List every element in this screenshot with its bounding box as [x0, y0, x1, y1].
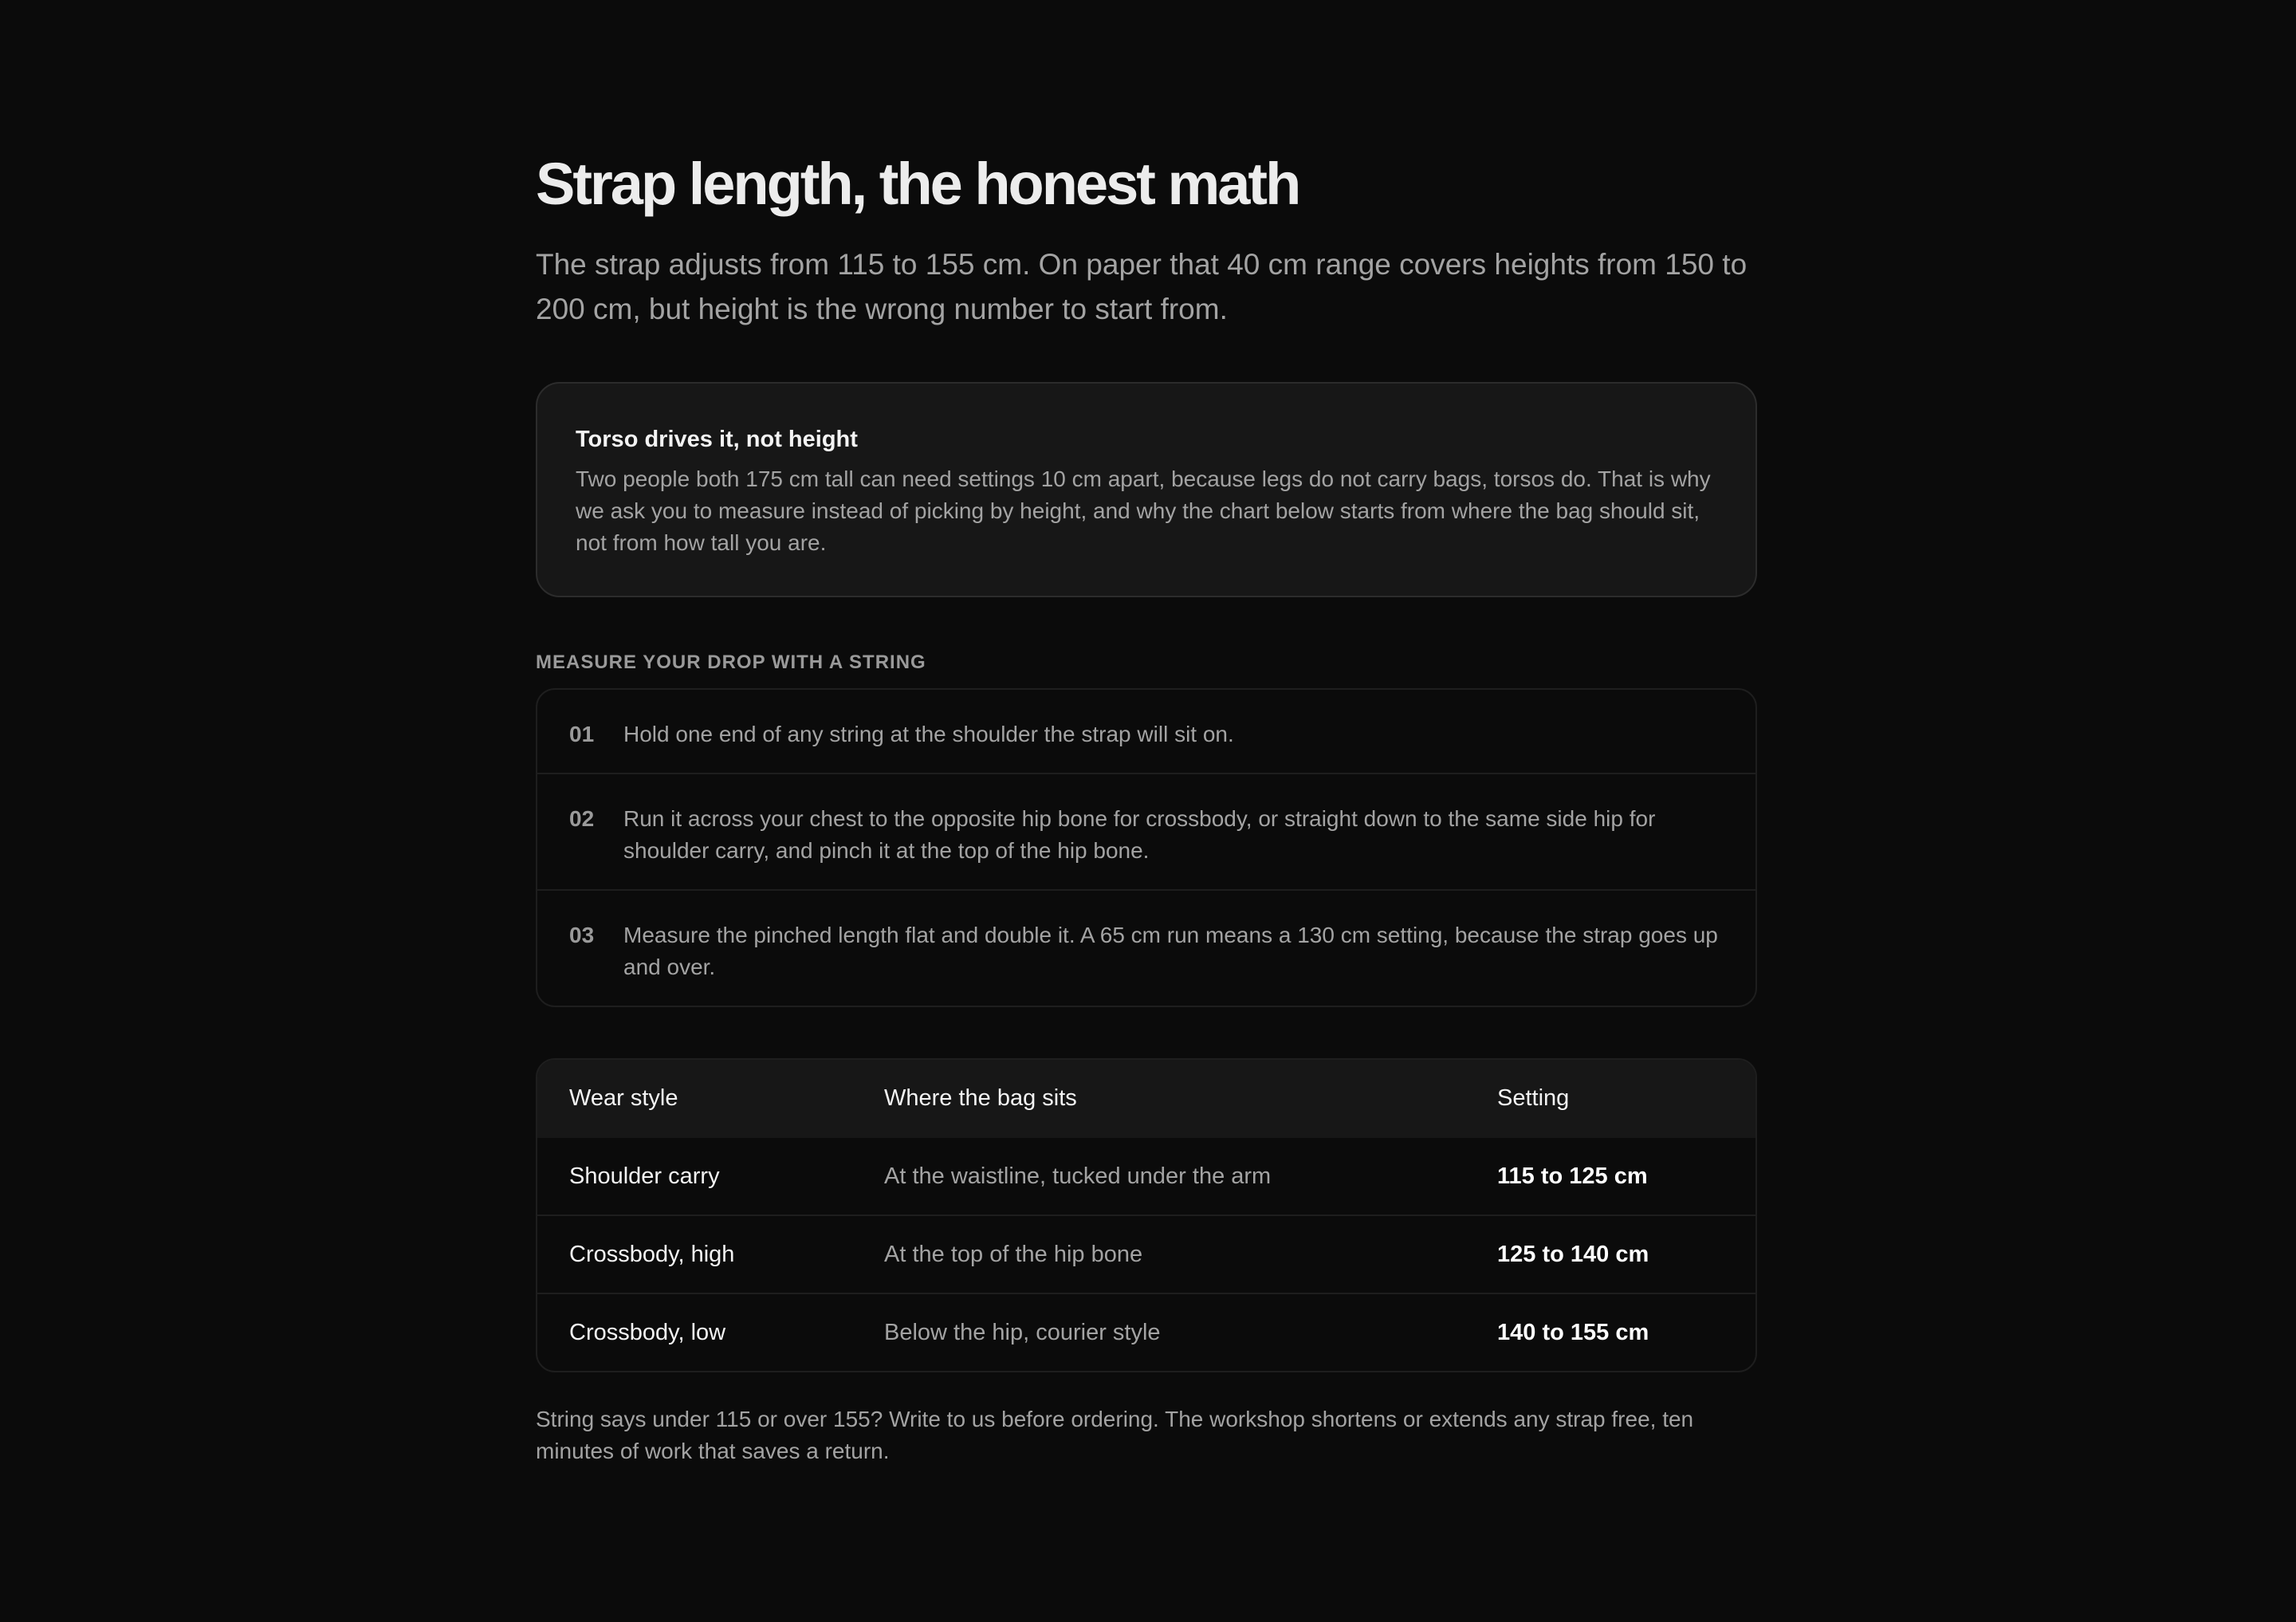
strap-setting-table: [536, 1058, 1757, 1372]
callout-body: Two people both 175 cm tall can need settings 10 cm apart, because legs do not carry bags, torsos do. That is why we ask you to measure instead of picking by height, and why the chart below starts from where the bag should sit, not from how tall you are.: [576, 467, 1711, 555]
step-text: Hold one end of any string at the shoulder the strap will sit on.: [623, 722, 1234, 746]
steps-section-label: MEASURE YOUR DROP WITH A STRING: [536, 652, 926, 673]
step-text: Run it across your chest to the opposite hip bone for crossbody, or straight down to the same side hip for shoulder carry, and pinch it at the top of the hip bone.: [623, 806, 1656, 863]
setting-cell: 115 to 125 cm: [1497, 1163, 1648, 1189]
step-item: [537, 891, 1755, 1006]
step-item: [537, 774, 1755, 891]
where-cell: At the waistline, tucked under the arm: [884, 1163, 1272, 1189]
step-number: 02: [569, 806, 595, 831]
table-row: [537, 1294, 1755, 1372]
wear-style-cell: Crossbody, low: [569, 1320, 726, 1345]
page-title: Strap length, the honest math: [536, 151, 1299, 217]
table-row: [537, 1138, 1755, 1216]
footnote: String says under 115 or over 155? Write to us before ordering. The workshop shortens or extends any strap free, ten minutes of work that saves a return.: [536, 1407, 1694, 1463]
table-header-row: [537, 1060, 1755, 1138]
intro-paragraph: The strap adjusts from 115 to 155 cm. On paper that 40 cm range covers heights from 150 to 200 cm, but height is the wrong number to start from.: [536, 248, 1748, 325]
step-item: [537, 690, 1755, 774]
column-header-where: Where the bag sits: [884, 1085, 1077, 1111]
setting-cell: 125 to 140 cm: [1497, 1242, 1649, 1267]
wear-style-cell: Crossbody, high: [569, 1242, 735, 1267]
setting-cell: 140 to 155 cm: [1497, 1320, 1649, 1345]
table-row: [537, 1216, 1755, 1294]
step-number: 01: [569, 722, 595, 746]
wear-style-cell: Shoulder carry: [569, 1163, 720, 1189]
callout-title: Torso drives it, not height: [576, 427, 858, 452]
torso-callout: [536, 382, 1757, 597]
measurement-steps: [536, 688, 1757, 1007]
step-text: Measure the pinched length flat and double it. A 65 cm run means a 130 cm setting, because the strap goes up and over.: [623, 923, 1718, 979]
step-number: 03: [569, 923, 595, 947]
column-header-setting: Setting: [1497, 1085, 1570, 1111]
where-cell: Below the hip, courier style: [884, 1320, 1161, 1345]
column-header-wear-style: Wear style: [569, 1085, 678, 1111]
where-cell: At the top of the hip bone: [884, 1242, 1143, 1267]
